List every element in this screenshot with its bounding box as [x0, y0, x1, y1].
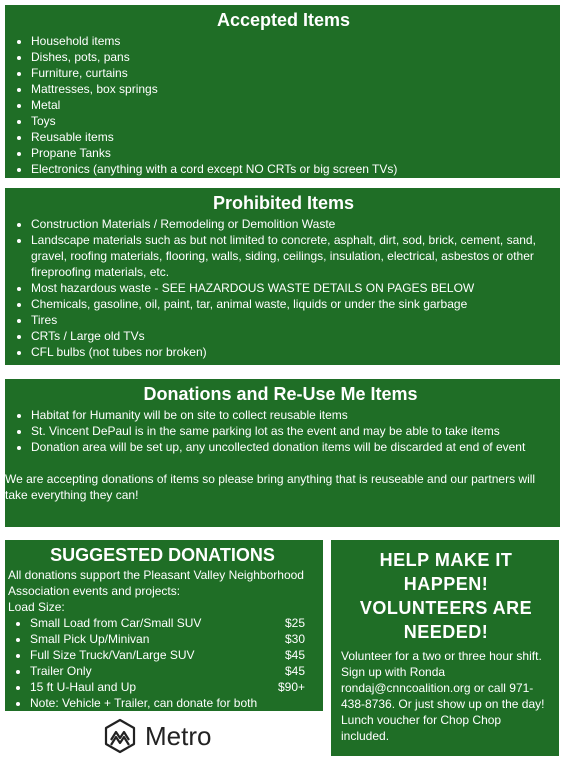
suggested-donations-panel [5, 540, 323, 711]
volunteers-panel [331, 540, 559, 773]
list-item: • Chemicals, gasoline, oil, paint, tar, animal waste, liquids or under the sink garbage [31, 296, 556, 312]
list-item: • Mattresses, box springs [31, 81, 556, 97]
prohibited-items-list [11, 216, 556, 360]
volunteers-body: Volunteer for a two or three hour shift. Sign up with Ronda rondaj@cnncoalition.org or call 971-438-8736. Or just show up on the day! Lunch voucher for Chop Chop included. [341, 649, 545, 743]
list-item: • CFL bulbs (not tubes nor broken) [31, 344, 556, 360]
list-item: • Household items [31, 33, 556, 49]
metro-logo [103, 716, 211, 756]
donations-panel [5, 379, 560, 527]
suggested-donations-intro: All donations support the Pleasant Valley Neighborhood Association events and projects: [8, 568, 304, 598]
donations-note: We are accepting donations of items so please bring anything that is reuseable and our partners will take everything they can! [5, 472, 536, 502]
list-item: • Habitat for Humanity will be on site to collect reusable items [31, 407, 556, 423]
suggested-donations-title: SUGGESTED DONATIONS [50, 545, 275, 565]
list-item: • Electronics (anything with a cord except NO CRTs or big screen TVs) [31, 161, 556, 177]
list-item: • Donation area will be set up, any uncollected donation items will be discarded at end of event [31, 439, 556, 455]
donation-row [30, 695, 317, 711]
donation-row-price: $90+ [277, 680, 305, 694]
list-item: • Most hazardous waste - SEE HAZARDOUS WASTE DETAILS ON PAGES BELOW [31, 280, 556, 296]
volunteers-title: HELP MAKE IT HAPPEN! VOLUNTEERS ARE NEEDED! [359, 550, 533, 642]
donation-row [30, 615, 317, 631]
list-item: • St. Vincent DePaul is in the same parking lot as the event and may be able to take items [31, 423, 556, 439]
list-item: • Furniture, curtains [31, 65, 556, 81]
volunteers-footer: See following for additional details! [341, 759, 526, 773]
donation-row-price: $30 [284, 632, 305, 646]
list-item: • Propane Tanks [31, 145, 556, 161]
list-item: • Metal [31, 97, 556, 113]
metro-logo-icon [103, 718, 137, 754]
donation-rates-list [8, 615, 317, 711]
prohibited-items-panel [5, 188, 560, 365]
list-item: • Construction Materials / Remodeling or Demolition Waste [31, 216, 556, 232]
donation-row-label: • Full Size Truck/Van/Large SUV [30, 648, 195, 662]
list-item: • Reusable items [31, 129, 556, 145]
donation-row-label: • Small Pick Up/Minivan [30, 632, 150, 646]
accepted-items-title: Accepted Items [216, 10, 351, 30]
list-item: • Toys [31, 113, 556, 129]
donation-row-label: • 15 ft U-Haul and Up [30, 680, 137, 694]
donation-row-label: • Small Load from Car/Small SUV [30, 616, 202, 630]
accepted-items-panel [5, 5, 560, 178]
donation-row [30, 631, 317, 647]
donation-row [30, 679, 317, 695]
donations-title: Donations and Re-Use Me Items [143, 384, 418, 404]
donation-row-price [305, 695, 317, 711]
list-item: • Dishes, pots, pans [31, 49, 556, 65]
donation-row-price: $25 [284, 616, 305, 630]
accepted-items-list [11, 33, 556, 177]
donation-row-price: $45 [284, 664, 305, 678]
list-item: • CRTs / Large old TVs [31, 328, 556, 344]
donation-row [30, 647, 317, 663]
list-item: • Landscape materials such as but not limited to concrete, asphalt, dirt, sod, brick, cement, sand, gravel, roofing materials, flooring, walls, siding, ceilings, insulation, electrical, asbestos or other fireproofing materials, etc. [31, 232, 556, 280]
metro-logo-text: Metro [145, 720, 212, 751]
load-size-label: Load Size: [8, 600, 65, 614]
donation-row-label: • Note: Vehicle + Trailer, can donate for both [30, 696, 258, 710]
donation-row-price: $45 [284, 648, 305, 662]
prohibited-items-title: Prohibited Items [212, 193, 355, 213]
donations-list [5, 407, 556, 455]
list-item: • Tires [31, 312, 556, 328]
donation-row-label: • Trailer Only [30, 664, 92, 678]
donation-row [30, 663, 317, 679]
